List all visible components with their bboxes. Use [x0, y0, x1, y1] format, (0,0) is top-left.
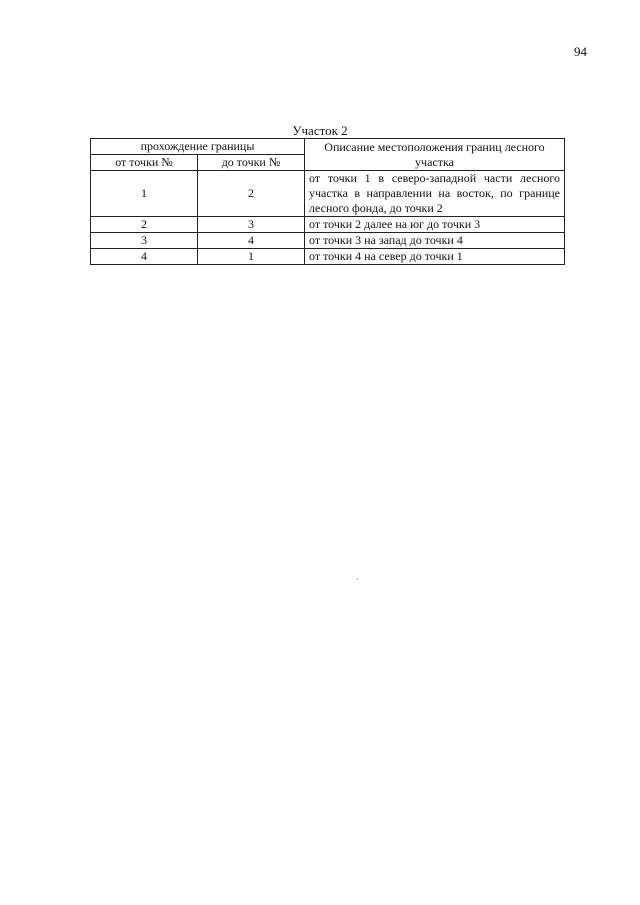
- to-point-cell: 3: [198, 217, 305, 233]
- to-point-header: до точки №: [198, 155, 305, 171]
- from-point-cell: 4: [91, 249, 198, 265]
- description-cell: от точки 2 далее на юг до точки 3: [305, 217, 565, 233]
- boundary-table: [90, 138, 565, 265]
- to-point-cell: 2: [198, 171, 305, 217]
- scan-speck: [357, 578, 358, 580]
- from-point-cell: 1: [91, 171, 198, 217]
- description-cell: от точки 4 на север до точки 1: [305, 249, 565, 265]
- table-row: [91, 217, 565, 233]
- from-point-cell: 3: [91, 233, 198, 249]
- table-row: [91, 249, 565, 265]
- to-point-cell: 4: [198, 233, 305, 249]
- table-row: [91, 171, 565, 217]
- from-point-cell: 2: [91, 217, 198, 233]
- description-header: Описание местоположения границ лесного участка: [305, 139, 565, 171]
- boundary-passage-header: прохождение границы: [91, 139, 305, 155]
- description-cell: от точки 1 в северо-западной части лесного участка в направлении на восток, по границе лесного фонда, до точки 2: [305, 171, 565, 217]
- table-header-row: [91, 139, 565, 155]
- section-title: Участок 2: [292, 123, 348, 138]
- to-point-cell: 1: [198, 249, 305, 265]
- from-point-header: от точки №: [91, 155, 198, 171]
- page-number: 94: [574, 44, 587, 59]
- table-row: [91, 233, 565, 249]
- description-cell: от точки 3 на запад до точки 4: [305, 233, 565, 249]
